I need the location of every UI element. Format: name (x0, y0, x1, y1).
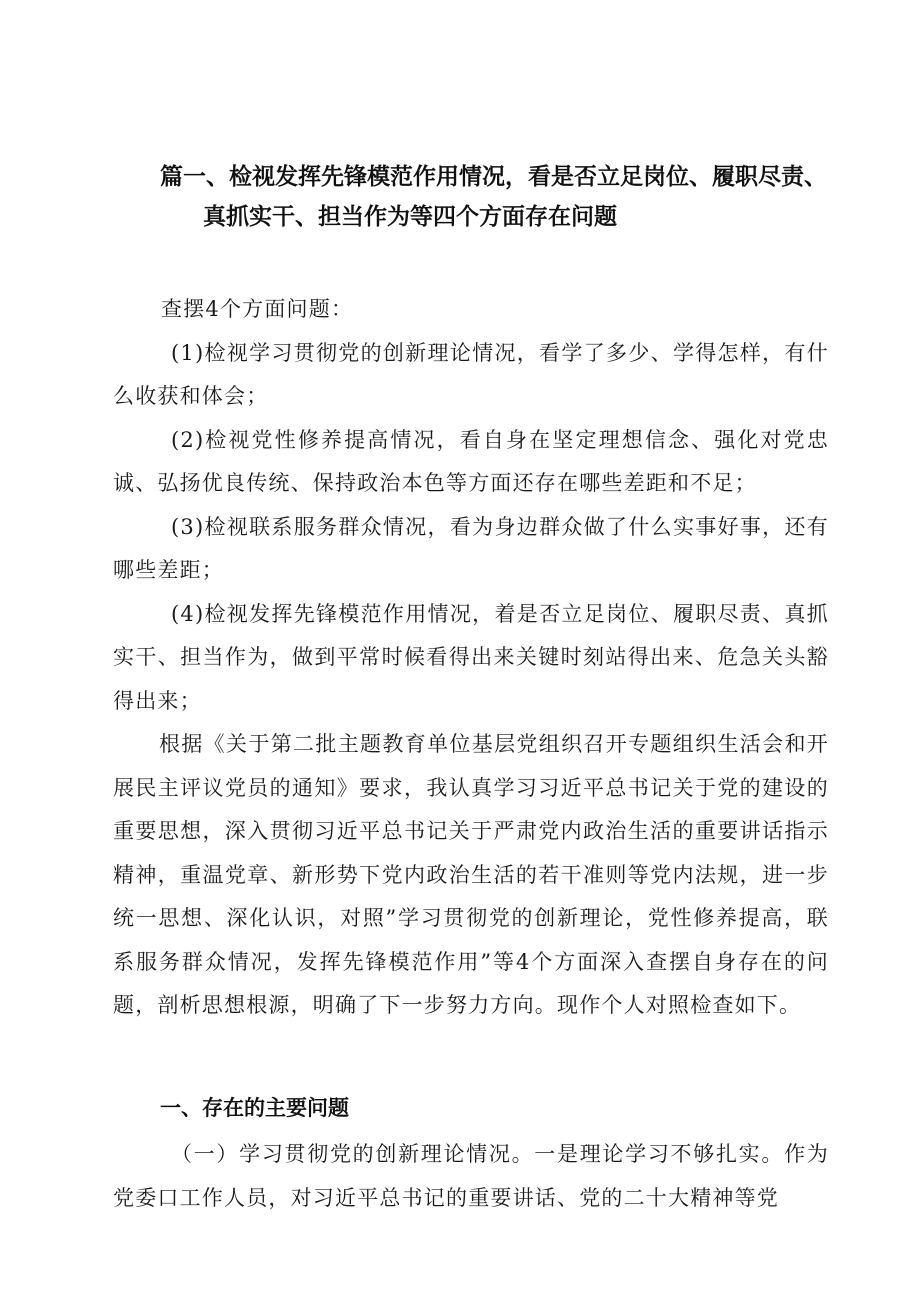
list-item-3: (3)检视联系服务群众情况，看为身边群众做了什么实事好事，还有哪些差距； (113, 514, 829, 582)
body-paragraph: 根据《关于第二批主题教育单位基层党组织召开专题组织生活会和开展民主评议党员的通知》要求，我认真学习习近平总书记关于党的建设的重要思想，深入贯彻习近平总书记关于严肃党内政治生活的重要讲话指示精神，重温党章、新形势下党内政治生活的若干准则等党内法规，进一步统一思想、深化认识，对照”学习贯彻党的创新理论，党性修养提高，联系服务群众情况，发挥先锋模范作用”等4个方面深入查摆自身存在的问题，剖析思想根源，明确了下一步努力方向。现作个人对照检查如下。 (113, 732, 829, 1017)
body-block-top (113, 288, 829, 1028)
document-title-line-2: 真抓实干、担当作为等四个方面存在问题 (203, 204, 617, 230)
list-item-2: (2)检视党性修养提高情况，看自身在坚定理想信念、强化对党忠诚、弘扬优良传统、保持政治本色等方面还存在哪些差距和不足； (113, 427, 829, 495)
section-heading: 一、存在的主要问题 (160, 1096, 349, 1120)
list-item-4: (4)检视发挥先锋模范作用情况，着是否立足岗位、履职尽责、真抓实干、担当作为，做到平常时候看得出来关键时刻站得出来、危急关头豁得出来； (113, 601, 829, 713)
body-block-bottom (113, 1133, 829, 1220)
document-title-line-1: 篇一、检视发挥先锋模范作用情况，看是否立足岗位、履职尽责、 (160, 164, 827, 190)
section-paragraph: （一）学习贯彻党的创新理论情况。一是理论学习不够扎实。作为党委口工作人员，对习近平总书记的重要讲话、党的二十大精神等党 (113, 1142, 829, 1210)
list-item-1: (1)检视学习贯彻党的创新理论情况，看学了多少、学得怎样，有什么收获和体会； (113, 340, 829, 408)
intro-paragraph: 查摆4个方面问题： (161, 297, 354, 321)
